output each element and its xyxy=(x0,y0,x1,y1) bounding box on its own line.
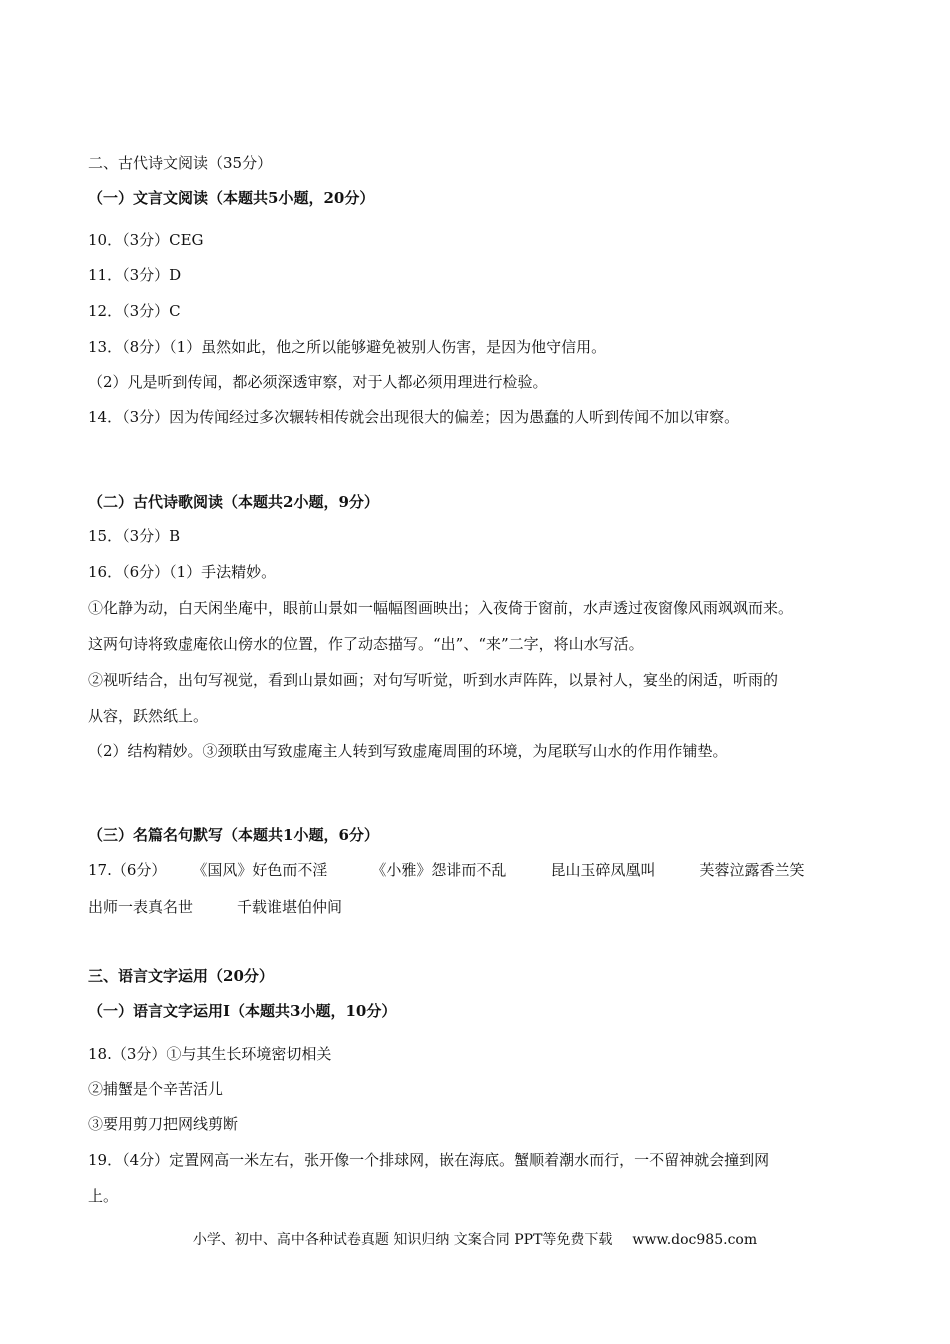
answer-17-item: 千载谁堪伯仲间 xyxy=(237,898,343,916)
answer-16-point-1: ①化静为动，白天闲坐庵中，眼前山景如一幅幅图画映出；入夜倚于窗前，水声透过夜窗像风雨飒飒而来。 xyxy=(88,599,794,617)
answer-16-part-2: （2）结构精妙。③颈联由写致虚庵主人转到写致虚庵周围的环境，为尾联写山水的作用作铺垫。 xyxy=(88,742,728,760)
answer-10: 10．（3分）CEG xyxy=(88,231,204,249)
answer-15: 15．（3分）B xyxy=(88,527,181,545)
footer-url[interactable]: www.doc985.com xyxy=(632,1232,758,1248)
answer-17-label: 17.（6分） xyxy=(88,861,167,879)
section-2-part-2-title: （二）古代诗歌阅读（本题共2小题，9分） xyxy=(88,493,379,511)
answer-19-cont: 上。 xyxy=(88,1187,119,1205)
answer-16-point-1-cont: 这两句诗将致虚庵依山傍水的位置，作了动态描写。“出”、“来”二字，将山水写活。 xyxy=(88,635,644,653)
answer-16-intro: 16．（6分）（1）手法精妙。 xyxy=(88,563,277,581)
answer-17-item: 《国风》好色而不淫 xyxy=(192,861,328,879)
section-2-part-3-title: （三）名篇名句默写（本题共1小题，6分） xyxy=(88,826,379,844)
section-3-title: 三、语言文字运用（20分） xyxy=(88,967,274,985)
answer-14: 14．（3分）因为传闻经过多次辗转相传就会出现很大的偏差；因为愚蠢的人听到传闻不加以审察。 xyxy=(88,408,740,426)
answer-17-item: 昆山玉碎凤凰叫 xyxy=(550,861,656,879)
section-2-title: 二、古代诗文阅读（35分） xyxy=(88,154,273,172)
answer-17-line-2 xyxy=(88,897,342,917)
answer-17-item: 芙蓉泣露香兰笑 xyxy=(699,861,805,879)
answer-17-item: 《小雅》怨诽而不乱 xyxy=(371,861,507,879)
answer-18-item-1: 18.（3分）①与其生长环境密切相关 xyxy=(88,1045,332,1063)
answer-11: 11．（3分）D xyxy=(88,266,182,284)
answer-12: 12．（3分）C xyxy=(88,302,181,320)
answer-13-part-1: 13．（8分）（1）虽然如此，他之所以能够避免被别人伤害，是因为他守信用。 xyxy=(88,338,607,356)
answer-17-line-1 xyxy=(88,860,804,880)
page-footer xyxy=(0,1230,950,1250)
section-3-part-1-title: （一）语言文字运用Ⅰ（本题共3小题，10分） xyxy=(88,1002,397,1020)
answer-16-point-2-cont: 从容，跃然纸上。 xyxy=(88,707,209,725)
footer-text: 小学、初中、高中各种试卷真题 知识归纳 文案合同 PPT等免费下载 xyxy=(192,1232,613,1248)
section-2-part-1-title: （一）文言文阅读（本题共5小题，20分） xyxy=(88,189,375,207)
answer-18-item-3: ③要用剪刀把网线剪断 xyxy=(88,1115,239,1133)
answer-17-item: 出师一表真名世 xyxy=(88,898,194,916)
answer-18-item-2: ②捕蟹是个辛苦活儿 xyxy=(88,1080,224,1098)
answer-19: 19．（4分）定置网高一米左右，张开像一个排球网，嵌在海底。蟹顺着潮水而行，一不留神就会撞到网 xyxy=(88,1151,770,1169)
answer-16-point-2: ②视听结合，出句写视觉，看到山景如画；对句写听觉，听到水声阵阵，以景衬人，宴坐的闲适，听雨的 xyxy=(88,671,779,689)
answer-13-part-2: （2）凡是听到传闻，都必须深透审察，对于人都必须用理进行检验。 xyxy=(88,373,548,391)
